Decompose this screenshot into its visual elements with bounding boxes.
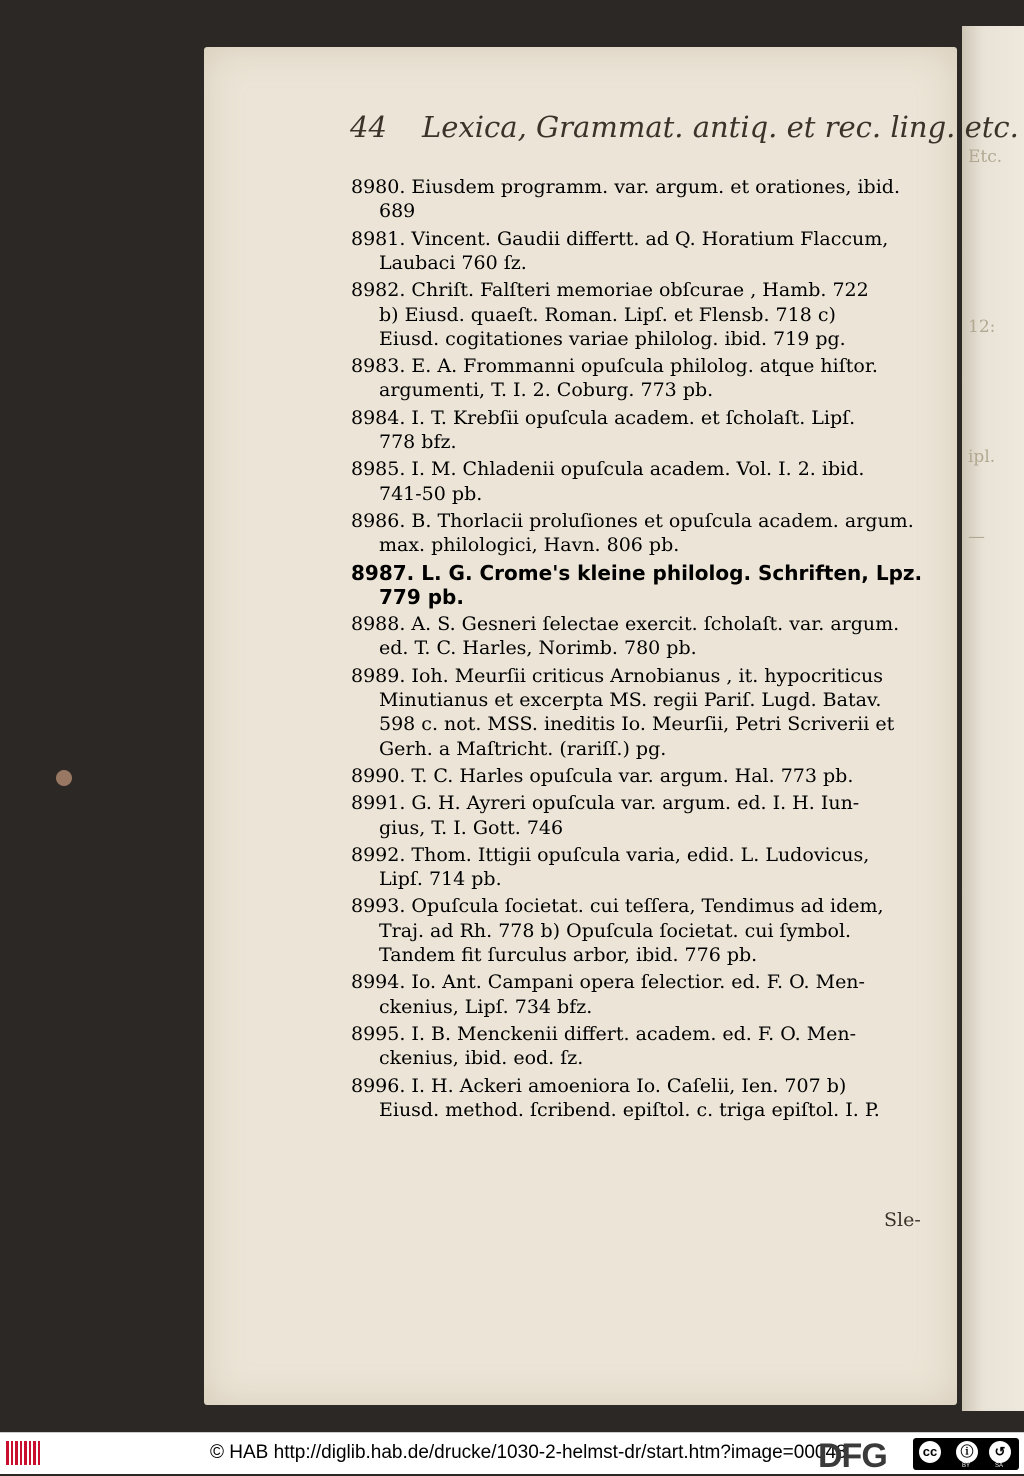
running-header bbox=[350, 110, 1019, 150]
entry-line: 8989. Ioh. Meurſii criticus Arnobianus , it. hypocriticus bbox=[351, 664, 884, 687]
entry-continuation-line: Laubaci 760 ſz. bbox=[379, 251, 527, 274]
entry-line: 8994. Io. Ant. Campani opera ſelectior. ed. F. O. Men- bbox=[351, 971, 865, 994]
entry-continuation-line: ckenius, ibid. eod. ſz. bbox=[379, 1047, 584, 1070]
entry-continuation-line: max. philologici, Havn. 806 pb. bbox=[379, 534, 680, 557]
catchword: Sle- bbox=[884, 1209, 921, 1231]
entry-line: 8987. L. G. Crome's kleine philolog. Schriften, Lpz. bbox=[351, 560, 923, 585]
facing-page: Etc. 12: ipl. — bbox=[962, 26, 1024, 1411]
entry-line: 8983. E. A. Frommanni opuſcula philolog. atque hiſtor. bbox=[351, 355, 878, 378]
entry-continuation-line: Minutianus et excerpta MS. regii Pariſ. Lugd. Batav. bbox=[379, 689, 882, 711]
entry-line: 8996. I. H. Ackeri amoeniora Io. Caſelii, Ien. 707 b) bbox=[351, 1074, 847, 1097]
footer-bar bbox=[0, 1432, 1024, 1474]
entry-continuation-line: Traj. ad Rh. 778 b) Opuſcula ſocietat. cui ſymbol. bbox=[379, 919, 852, 942]
by-icon: ⓘ bbox=[956, 1441, 978, 1463]
entry-continuation-line: Eiusd. cogitationes variae philolog. ibid. 719 pg. bbox=[379, 327, 846, 350]
entry-line: 8984. I. T. Krebſii opuſcula academ. et ſcholaſt. Lipſ. bbox=[351, 406, 856, 429]
entry-line: 8980. Eiusdem programm. var. argum. et orationes, ibid. bbox=[351, 176, 900, 198]
entry-line: 8981. Vincent. Gaudii differtt. ad Q. Horatium Flaccum, bbox=[351, 227, 889, 250]
entry-line: 8990. T. C. Harles opuſcula var. argum. Hal. 773 pb. bbox=[351, 764, 854, 787]
running-title: Lexica, Grammat. antiq. et rec. ling. etc. bbox=[422, 110, 1019, 144]
entry-continuation-line: argumenti, T. I. 2. Coburg. 773 pb. bbox=[379, 379, 714, 402]
entry-continuation-line: 779 pb. bbox=[379, 584, 464, 609]
credit-link[interactable]: © HAB http://diglib.hab.de/drucke/1030-2-helmst-dr/start.htm?image=00048 bbox=[210, 1442, 847, 1463]
entry-line: 8986. B. Thorlacii proluſiones et opuſcula academ. argum. bbox=[351, 509, 914, 532]
cc-license-badge[interactable] bbox=[913, 1438, 1019, 1470]
hab-logo-icon bbox=[6, 1441, 40, 1465]
entry-continuation-line: 689 bbox=[379, 200, 416, 223]
page-number: 44 bbox=[350, 110, 387, 144]
entry-continuation-line: ckenius, Lipſ. 734 bfz. bbox=[379, 995, 593, 1018]
cc-icon: cc bbox=[919, 1441, 941, 1463]
entry-line: 8993. Opuſcula ſocietat. cui teſſera, Tendimus ad idem, bbox=[351, 895, 884, 918]
entry-line: 8991. G. H. Ayreri opuſcula var. argum. ed. I. H. Iun- bbox=[351, 792, 860, 815]
entry-continuation-line: gius, T. I. Gott. 746 bbox=[379, 816, 564, 839]
sa-label: SA bbox=[995, 1463, 1004, 1469]
sa-icon: ↺ bbox=[989, 1441, 1011, 1463]
entry-continuation-line: b) Eiusd. quaeſt. Roman. Lipſ. et Flensb. 718 c) bbox=[379, 303, 836, 326]
entry-line: 8985. I. M. Chladenii opuſcula academ. Vol. I. 2. ibid. bbox=[351, 458, 865, 481]
entry-line: 8982. Chriſt. Falſteri memoriae obſcurae , Hamb. 722 bbox=[351, 279, 869, 302]
entry-continuation-line: 778 bfz. bbox=[379, 431, 457, 453]
entry-continuation-line: Lipſ. 714 pb. bbox=[379, 868, 502, 891]
dfg-logo: DFG bbox=[818, 1437, 887, 1475]
entry-line: 8992. Thom. Ittigii opuſcula varia, edid. L. Ludovicus, bbox=[351, 843, 870, 866]
margin-stain bbox=[56, 770, 72, 786]
entry-continuation-line: ed. T. C. Harles, Norimb. 780 pb. bbox=[379, 637, 697, 660]
entry-continuation-line: 741-50 pb. bbox=[379, 482, 483, 505]
entry-line: 8995. I. B. Menckenii differt. academ. ed. F. O. Men- bbox=[351, 1022, 857, 1045]
entry-continuation-line: Eiusd. method. ſcribend. epiſtol. c. triga epiſtol. I. P. bbox=[379, 1098, 880, 1121]
entry-line: 8988. A. S. Gesneri ſelectae exercit. ſcholaſt. var. argum. bbox=[351, 613, 900, 636]
entry-continuation-line: Gerh. a Maſtricht. (rariſſ.) pg. bbox=[379, 737, 667, 760]
by-label: BY bbox=[962, 1463, 971, 1469]
entry-continuation-line: 598 c. not. MSS. ineditis Io. Meurſii, Petri Scriverii et bbox=[379, 713, 895, 736]
entry-continuation-line: Tandem fit ſurculus arbor, ibid. 776 pb. bbox=[379, 944, 758, 966]
